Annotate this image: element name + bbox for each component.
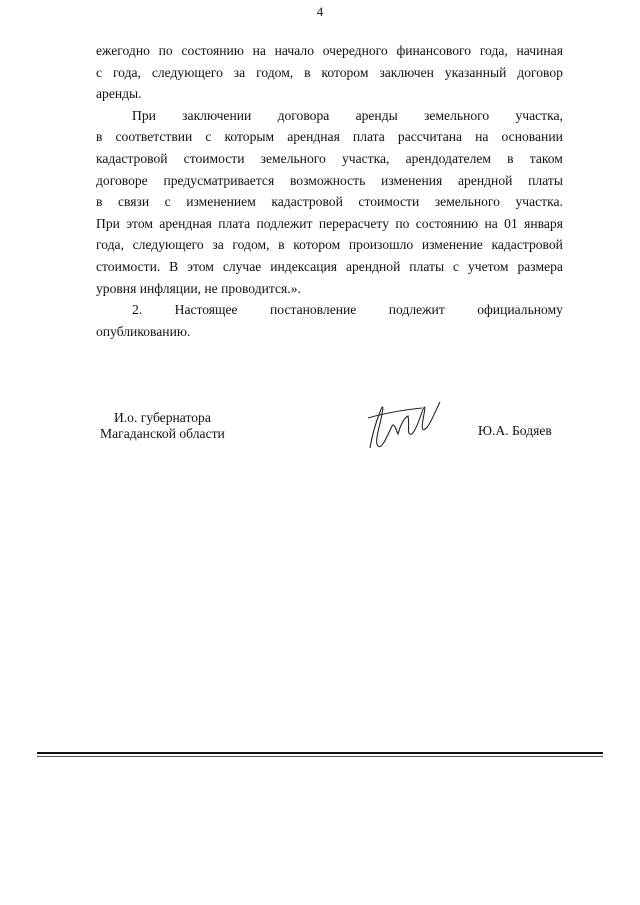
text-line [96, 62, 563, 84]
text-line [96, 321, 563, 343]
word: связи [117, 194, 150, 210]
word: годом, [256, 64, 294, 80]
word: кадастровой [491, 237, 563, 253]
word: возможность [289, 172, 366, 188]
word: При [96, 215, 120, 231]
text-line [96, 40, 563, 62]
paragraph-2 [96, 105, 563, 299]
word: земельного [434, 194, 500, 210]
word: платы [528, 172, 563, 188]
word: в [96, 194, 103, 210]
word: постановление [270, 302, 357, 318]
word: договор [517, 64, 563, 80]
handwritten-signature [362, 396, 444, 456]
word: с [164, 194, 171, 210]
word: участка. [515, 194, 563, 210]
word: основании [501, 129, 563, 145]
text-line [96, 170, 563, 192]
word: в [278, 237, 285, 253]
word: опубликованию. [96, 323, 191, 339]
word: на [252, 43, 266, 58]
word: с [453, 258, 460, 274]
word: которым [224, 129, 275, 145]
word: года, [479, 43, 508, 58]
word: очередного [322, 43, 388, 58]
footer-rule [37, 752, 603, 754]
paragraph-3 [96, 299, 563, 342]
word: следующего [151, 64, 223, 80]
word: аренды [355, 107, 398, 123]
word: начиная [516, 43, 563, 58]
word: арендная [159, 215, 212, 231]
word: с [205, 129, 212, 145]
word: этом [126, 215, 153, 231]
word: начало [274, 43, 314, 58]
text-line [96, 83, 563, 105]
word: земельного [260, 150, 326, 166]
word: таком [529, 150, 563, 166]
word: арендодателем [405, 150, 492, 166]
word: договоре [96, 172, 148, 188]
word: в [507, 150, 514, 166]
word: января [524, 215, 563, 231]
word: В [169, 258, 179, 274]
word: произошло [348, 237, 414, 253]
word: изменения [381, 172, 443, 188]
text-line [96, 299, 563, 321]
word: 01 [504, 215, 518, 231]
word: котором [293, 237, 341, 253]
footer-rule-thin [37, 756, 603, 757]
word: изменением [186, 194, 256, 210]
signatory-title-line-2: Магаданской области [100, 426, 225, 441]
text-line [96, 148, 563, 170]
text-line [96, 191, 563, 213]
word: договора [277, 107, 330, 123]
text-line [96, 105, 563, 127]
paragraph-1 [96, 40, 563, 105]
word: плата [352, 129, 385, 145]
word: ежегодно [96, 43, 150, 58]
word: Настоящее [174, 302, 238, 318]
word: в [304, 64, 311, 80]
word: соответствии [115, 129, 193, 145]
signatory-name: Ю.А. Бодяев [478, 423, 552, 438]
signatory-title [100, 410, 225, 442]
text-line [96, 126, 563, 148]
word: земельного [424, 107, 490, 123]
word: заключении [182, 107, 252, 123]
word: При [132, 107, 156, 123]
word: арендной [458, 172, 513, 188]
word: указанный [444, 64, 507, 80]
word: по [158, 43, 173, 58]
word: кадастровой [96, 150, 168, 166]
word: случае [222, 258, 262, 274]
word: с [96, 64, 103, 80]
document-body [96, 40, 563, 342]
word: плата [218, 215, 251, 231]
word: изменение [421, 237, 483, 253]
word: финансового [396, 43, 472, 58]
word: учетом [467, 258, 509, 274]
word: состоянию [181, 43, 244, 58]
word: арендной [345, 258, 401, 274]
word: котором [321, 64, 369, 80]
text-line [96, 278, 563, 300]
word: стоимости [358, 194, 420, 210]
word: индексация [270, 258, 338, 274]
word: стоимости. [96, 258, 161, 274]
word: года, [112, 64, 141, 80]
word: аренды. [96, 86, 142, 102]
word: этом [187, 258, 214, 274]
word: за [233, 64, 246, 80]
word: годом, [232, 237, 270, 253]
word: уровня инфляции, не проводится.». [96, 280, 301, 296]
word: подлежит [256, 215, 313, 231]
text-line [96, 234, 563, 256]
word: участка, [341, 150, 390, 166]
text-line [96, 256, 563, 278]
word: предусматривается [163, 172, 275, 188]
word: следующего [132, 237, 204, 253]
text-line [96, 213, 563, 235]
word: официальному [477, 302, 563, 318]
signatory-title-line-1: И.о. губернатора [113, 410, 211, 425]
word: кадастровой [271, 194, 343, 210]
word: перерасчету [318, 215, 389, 231]
word: стоимости [183, 150, 245, 166]
word: платы [409, 258, 445, 274]
word: арендная [287, 129, 340, 145]
word: года, [96, 237, 124, 253]
word: заключен [379, 64, 434, 80]
word: рассчитана [397, 129, 463, 145]
word: 2. [132, 302, 143, 318]
word: по [395, 215, 410, 231]
word: на [484, 215, 498, 231]
word: в [96, 129, 103, 145]
word: за [212, 237, 224, 253]
word: на [475, 129, 489, 145]
word: участка, [515, 107, 563, 123]
page-number: 4 [316, 4, 324, 19]
word: подлежит [388, 302, 445, 318]
word: состоянию [415, 215, 479, 231]
word: размера [517, 258, 563, 274]
